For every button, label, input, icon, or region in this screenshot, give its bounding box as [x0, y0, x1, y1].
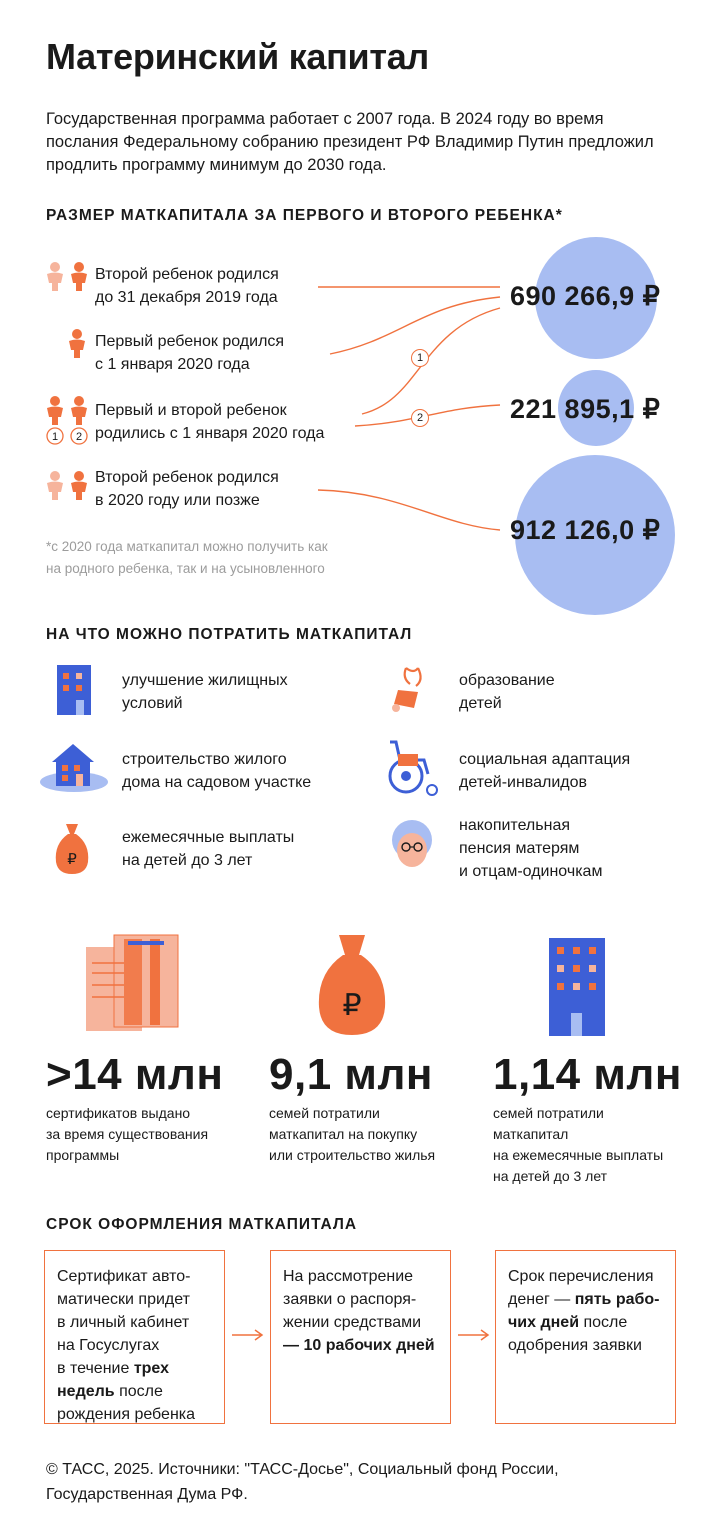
use-item-education: образование детей — [459, 672, 555, 712]
use-item-monthly-payments: ежемесячные выплаты на детей до 3 лет — [122, 829, 295, 869]
svg-text:₽: ₽ — [342, 989, 362, 1022]
bell-icon — [388, 664, 434, 718]
stat-payments-value: 1,14 млн — [493, 1050, 682, 1099]
size-heading: РАЗМЕР МАТКАПИТАЛА ЗА ПЕРВОГО И ВТОРОГО РЕБЕНКА* — [46, 207, 563, 224]
two-children-icon — [44, 261, 92, 293]
use-item-house: строительство жилого дома на садовом участке — [122, 751, 312, 791]
svg-text:₽: ₽ — [67, 851, 77, 868]
wheelchair-icon — [386, 740, 448, 798]
page-title: Материнский капитал — [46, 36, 430, 77]
building-icon — [56, 664, 92, 716]
use-item-pension: накопительная пенсия матерям и отцам-одиночкам — [459, 817, 603, 880]
footnote: *с 2020 года маткапитал можно получить как на родного ребенка, так и на усыновленного — [46, 539, 328, 576]
size-row-1: Второй ребенок родился до 31 декабря 2019 года — [95, 266, 279, 306]
svg-text:2: 2 — [75, 431, 83, 443]
step-1-box: Сертификат авто- матически придет в личный кабинет на Госуслугах в течение трех недель после рождения ребенка — [44, 1250, 225, 1424]
two-children-numbered-icon — [44, 395, 92, 447]
house-icon — [38, 740, 110, 792]
two-children-icon-2 — [44, 470, 92, 502]
arrow-right-icon — [231, 1329, 265, 1341]
source-footer: © ТАСС, 2025. Источники: "ТАСС-Досье", Социальный фонд России, Государственная Дума РФ. — [46, 1461, 559, 1503]
badge-one: 1 — [411, 349, 429, 367]
svg-text:1: 1 — [51, 431, 59, 443]
amount-2: 221 895,1 ₽ — [510, 394, 661, 424]
stat-housing-desc: семей потратили маткапитал на покупку или строительство жилья — [269, 1105, 436, 1163]
stat-payments-desc: семей потратили маткапитал на ежемесячные выплаты на детей до 3 лет — [493, 1105, 664, 1184]
term-heading: СРОК ОФОРМЛЕНИЯ МАТКАПИТАЛА — [46, 1216, 358, 1233]
stat-housing-value: 9,1 млн — [269, 1050, 433, 1099]
amount-3: 912 126,0 ₽ — [510, 515, 661, 545]
arrow-right-icon — [457, 1329, 491, 1341]
building-large-icon — [548, 937, 606, 1037]
step-3-box: Срок перечисления денег — пять рабо- чих дней после одобрения заявки — [495, 1250, 676, 1424]
money-bag-icon — [52, 820, 92, 876]
uses-heading: НА ЧТО МОЖНО ПОТРАТИТЬ МАТКАПИТАЛ — [46, 626, 413, 643]
step-2-box: На рассмотрение заявки о распоря- жении средствами — 10 рабочих дней — [270, 1250, 451, 1424]
intro-text: Государственная программа работает с 2007 года. В 2024 году во время послания Федеральному собранию президент РФ Владимир Путин предложил продлить программу минимум до 2030 года. — [46, 110, 654, 174]
size-row-4: Второй ребенок родился в 2020 году или позже — [95, 469, 279, 509]
certificates-icon — [84, 933, 182, 1033]
stat-certificates-value: >14 млн — [46, 1050, 224, 1099]
use-item-disabled-children: социальная адаптация детей-инвалидов — [459, 751, 631, 791]
badge-two: 2 — [411, 409, 429, 427]
one-child-icon — [66, 328, 90, 360]
size-row-2: Первый ребенок родился с 1 января 2020 года — [95, 333, 285, 373]
amount-1: 690 266,9 ₽ — [510, 281, 661, 311]
grandma-icon — [388, 816, 436, 874]
size-row-3: Первый и второй ребенок родились с 1 января 2020 года — [95, 402, 325, 442]
use-item-housing: улучшение жилищных условий — [122, 672, 288, 712]
money-bag-large-icon — [317, 933, 387, 1037]
stat-certificates-desc: сертификатов выдано за время существования программы — [46, 1105, 209, 1163]
